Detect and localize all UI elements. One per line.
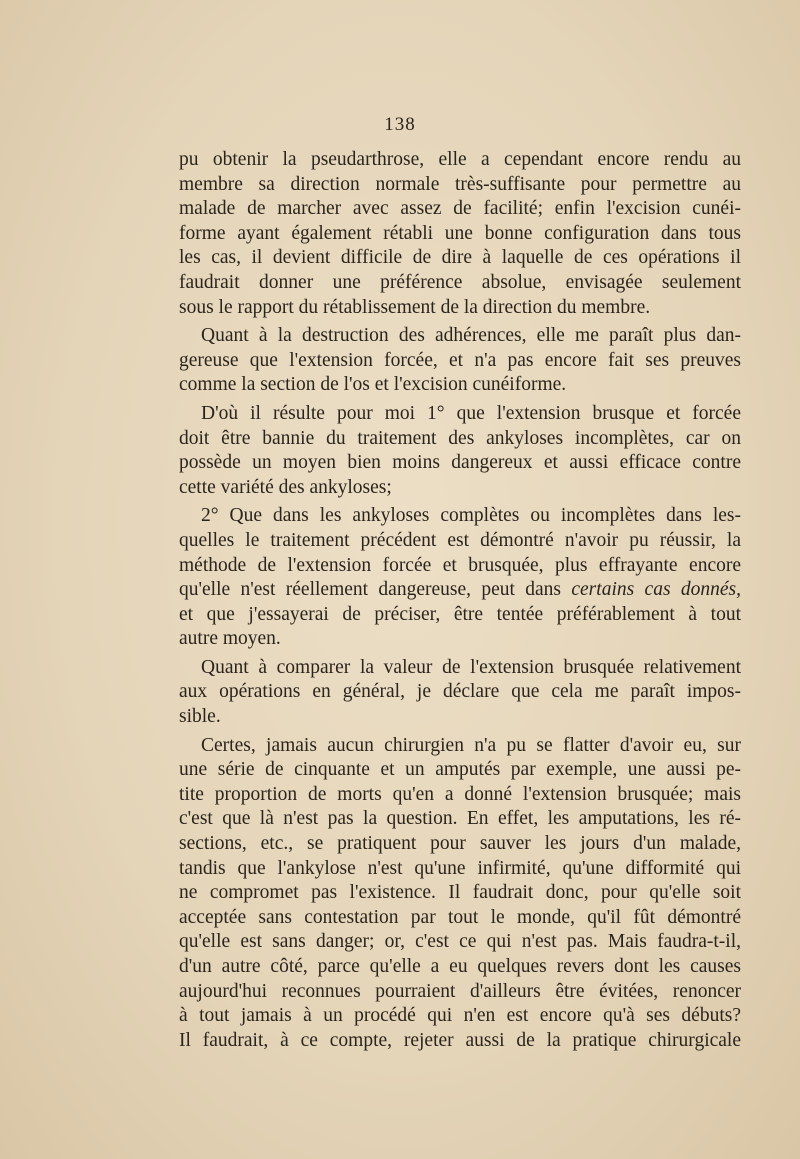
paragraph-4 <box>179 504 741 652</box>
text-line: membre sa direction normale très-suffisante pour permettre au <box>179 173 741 195</box>
text-line: pu obtenir la pseudarthrose, elle a cependant encore rendu au <box>179 149 741 170</box>
text-line: malade de marcher avec assez de facilité; enfin l'excision cunéi- <box>179 198 741 220</box>
text-line: aux opérations en général, je déclare que cela me paraît impos- <box>179 681 741 703</box>
text-line: sous le rapport du rétablissement de la direction du membre. <box>179 296 651 318</box>
text-line: comme la section de l'os et l'excision cunéiforme. <box>179 374 567 396</box>
text-line: aujourd'hui reconnues pourraient d'ailleurs être évitées, renoncer <box>179 980 741 1002</box>
text-line: les cas, il devient difficile de dire à laquelle de ces opérations il <box>179 247 741 269</box>
text-line: Certes, jamais aucun chirurgien n'a pu se flatter d'avoir eu, sur <box>201 734 741 756</box>
text-line-with-italic <box>179 578 741 603</box>
text-line: acceptée sans contestation par tout le monde, qu'il fût démontré <box>179 906 741 928</box>
text-line: tite proportion de morts qu'en a donné l'extension brusquée; mais <box>179 783 741 805</box>
text-line: Quant à la destruction des adhérences, elle me paraît plus dan- <box>201 325 741 347</box>
text-line: tandis que l'ankylose n'est qu'une infirmité, qu'une difformité qui <box>179 857 741 879</box>
text-line: D'où il résulte pour moi 1° que l'extension brusque et forcée <box>201 402 741 424</box>
body-text <box>179 148 741 1057</box>
text-line: Il faudrait, à ce compte, rejeter aussi de la pratique chirurgicale <box>179 1029 741 1051</box>
text-line: sections, etc., se pratiquent pour sauver les jours d'un malade, <box>179 833 741 855</box>
italic-phrase: certains cas donnés, <box>571 579 742 601</box>
page-number: 138 <box>384 114 416 135</box>
text-line: autre moyen. <box>179 628 281 650</box>
text-line: sible. <box>179 706 221 728</box>
text-line: c'est que là n'est pas la question. En effet, les amputations, les ré- <box>179 808 741 830</box>
text-line: une série de cinquante et un amputés par exemple, une aussi pe- <box>179 759 741 781</box>
paragraph-1 <box>179 148 741 320</box>
text-line: faudrait donner une préférence absolue, envisagée seulement <box>179 271 741 293</box>
text-line: quelles le traitement précédent est démontré n'avoir pu réussir, la <box>179 529 741 551</box>
text-line: gereuse que l'extension forcée, et n'a pas encore fait ses preuves <box>179 349 741 371</box>
text-line: et que j'essayerai de préciser, être tentée préférablement à tout <box>179 603 741 625</box>
text-line: 2° Que dans les ankyloses complètes ou incomplètes dans les- <box>201 505 741 527</box>
text-line: à tout jamais à un procédé qui n'en est encore qu'à ses débuts? <box>179 1005 741 1027</box>
paragraph-6 <box>179 734 741 1054</box>
text-line: ne compromet pas l'existence. Il faudrait donc, pour qu'elle soit <box>179 882 741 904</box>
text-line: forme ayant également rétabli une bonne configuration dans tous <box>179 222 741 244</box>
text-line: cette variété des ankyloses; <box>179 476 392 498</box>
text-line: possède un moyen bien moins dangereux et aussi efficace contre <box>179 452 741 474</box>
text-line: qu'elle est sans danger; or, c'est ce qui n'est pas. Mais faudra-t-il, <box>179 931 741 953</box>
paragraph-5 <box>179 656 741 730</box>
text-line: Quant à comparer la valeur de l'extension brusquée relativement <box>201 656 741 678</box>
paragraph-2 <box>179 324 741 398</box>
paragraph-3 <box>179 402 741 500</box>
text-fragment: qu'elle n'est réellement dangereuse, peut dans <box>179 579 562 601</box>
text-line: méthode de l'extension forcée et brusquée, plus effrayante encore <box>179 554 741 576</box>
text-line: d'un autre côté, parce qu'elle a eu quelques revers dont les causes <box>179 956 741 977</box>
text-line: doit être bannie du traitement des ankyloses incomplètes, car on <box>179 427 741 449</box>
